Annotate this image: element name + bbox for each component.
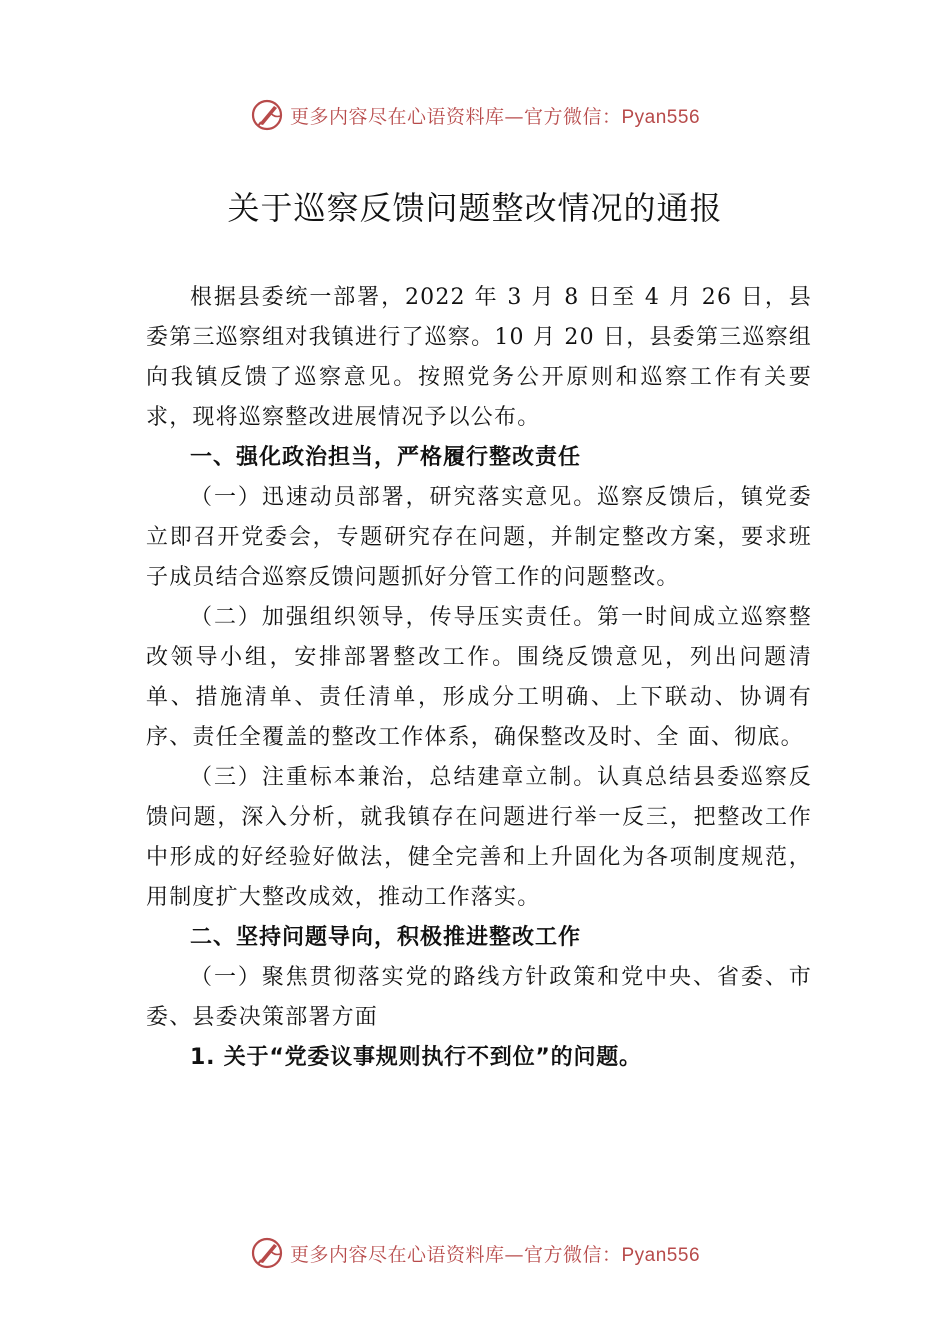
section-heading-1: 一、强化政治担当，严格履行整改责任 bbox=[190, 445, 582, 470]
quill-pen-circle-icon bbox=[250, 98, 284, 132]
quill-pen-circle-icon bbox=[250, 1236, 284, 1270]
watermark-text: 更多内容尽在心语资料库—官方微信：Pyan556 bbox=[289, 1243, 701, 1266]
section1-paragraph-2: （二）加强组织领导，传导压实责任。第一时间成立巡察整改领导小组，安排部署整改工作。围绕反馈意见，列出问题清单、措施清单、责任清单，形成分工明确、上下联动、协调有序、责任全覆盖的整改工作体系，确保整改及时、全 面、彻底。 bbox=[146, 605, 812, 750]
document-body bbox=[146, 278, 812, 1078]
section2-paragraph-1: （一）聚焦贯彻落实党的路线方针政策和党中央、省委、市委、县委决策部署方面 bbox=[146, 965, 812, 1030]
section1-paragraph-1: （一）迅速动员部署，研究落实意见。巡察反馈后，镇党委立即召开党委会，专题研究存在问题，并制定整改方案，要求班子成员结合巡察反馈问题抓好分管工作的问题整改。 bbox=[146, 485, 812, 590]
wechat-id: Pyan556 bbox=[621, 106, 701, 128]
document-title: 关于巡察反馈问题整改情况的通报 bbox=[227, 189, 723, 227]
intro-paragraph: 根据县委统一部署，2022 年 3 月 8 日至 4 月 26 日，县委第三巡察组对我镇进行了巡察。10 月 20 日，县委第三巡察组向我镇反馈了巡察意见。按照党务公开原则和巡察工作有关要求，现将巡察整改进展情况予以公布。 bbox=[146, 285, 812, 430]
section2-item-1: 1. 关于“党委议事规则执行不到位”的问题。 bbox=[190, 1045, 642, 1070]
section1-paragraph-3: （三）注重标本兼治，总结建章立制。认真总结县委巡察反馈问题，深入分析，就我镇存在问题进行举一反三，把整改工作中形成的好经验好做法，健全完善和上升固化为各项制度规范，用制度扩大整改成效，推动工作落实。 bbox=[146, 765, 812, 910]
section-heading-2: 二、坚持问题导向，积极推进整改工作 bbox=[190, 925, 582, 950]
header-watermark bbox=[0, 95, 950, 135]
footer-watermark bbox=[0, 1233, 950, 1273]
wechat-id: Pyan556 bbox=[621, 1244, 701, 1266]
watermark-text: 更多内容尽在心语资料库—官方微信：Pyan556 bbox=[289, 105, 701, 128]
